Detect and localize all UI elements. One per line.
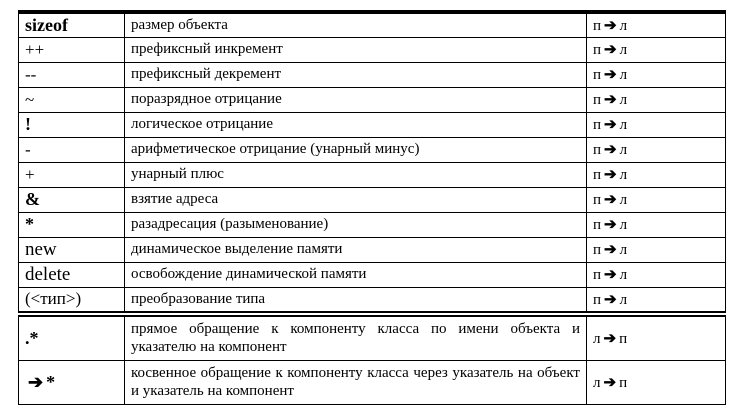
table-row [19,162,726,187]
right-arrow-icon: ➔ [604,267,617,283]
operator-cell: .* [19,316,125,360]
table-row [19,212,726,237]
right-arrow-icon: ➔ [604,42,617,58]
operator-cell: - [19,137,125,162]
operator-cell: ➔ * [19,360,125,404]
operator-cell: -- [19,62,125,87]
table-row [19,12,726,37]
associativity-cell: п ➔ л [587,237,726,262]
description-cell: разадресация (разыменование) [125,212,587,237]
table-row [19,37,726,62]
right-arrow-icon: ➔ [604,142,617,158]
associativity-cell: п ➔ л [587,187,726,212]
right-arrow-icon: ➔ [28,371,44,392]
operators-table [18,10,726,405]
associativity-cell: п ➔ л [587,137,726,162]
description-cell: арифметическое отрицание (унарный минус) [125,137,587,162]
table-row [19,137,726,162]
description-cell: освобождение динамической памяти [125,262,587,287]
operator-cell: delete [19,262,125,287]
operator-cell: (<тип>) [19,287,125,312]
right-arrow-icon: ➔ [604,117,617,133]
description-cell: динамическое выделение памяти [125,237,587,262]
associativity-cell: п ➔ л [587,62,726,87]
description-cell: прямое обращение к компоненту класса по имени объекта и указателю на компонент [125,316,587,360]
associativity-cell: л ➔ п [587,316,726,360]
operator-cell: sizeof [19,12,125,37]
operator-cell: + [19,162,125,187]
right-arrow-icon: ➔ [603,330,617,347]
operator-cell: new [19,237,125,262]
associativity-cell: п ➔ л [587,212,726,237]
description-cell: косвенное обращение к компоненту класса через указатель на объект и указатель на компонент [125,360,587,404]
operator-cell: ~ [19,87,125,112]
associativity-cell: п ➔ л [587,112,726,137]
table-row [19,316,726,360]
associativity-cell: п ➔ л [587,287,726,312]
operator-cell: & [19,187,125,212]
right-arrow-icon: ➔ [604,217,617,233]
operator-cell: * [19,212,125,237]
associativity-cell: п ➔ л [587,12,726,37]
description-cell: размер объекта [125,12,587,37]
right-arrow-icon: ➔ [604,192,617,208]
description-cell: преобразование типа [125,287,587,312]
associativity-cell: п ➔ л [587,37,726,62]
description-cell: логическое отрицание [125,112,587,137]
table-row [19,112,726,137]
table-row [19,262,726,287]
table-row [19,287,726,312]
description-cell: поразрядное отрицание [125,87,587,112]
description-cell: унарный плюс [125,162,587,187]
associativity-cell: л ➔ п [587,360,726,404]
description-cell: взятие адреса [125,187,587,212]
description-cell: префиксный декремент [125,62,587,87]
table-row [19,87,726,112]
right-arrow-icon: ➔ [604,242,617,258]
right-arrow-icon: ➔ [604,291,617,308]
table-row [19,187,726,212]
description-cell: префиксный инкремент [125,37,587,62]
right-arrow-icon: ➔ [604,17,617,34]
operator-cell: ! [19,112,125,137]
operators-table-wrapper [18,10,725,405]
table-row [19,62,726,87]
operator-cell: ++ [19,37,125,62]
associativity-cell: п ➔ л [587,162,726,187]
table-row [19,360,726,404]
right-arrow-icon: ➔ [604,92,617,108]
associativity-cell: п ➔ л [587,87,726,112]
right-arrow-icon: ➔ [603,374,617,391]
table-row [19,237,726,262]
right-arrow-icon: ➔ [604,67,617,83]
right-arrow-icon: ➔ [604,167,617,183]
associativity-cell: п ➔ л [587,262,726,287]
